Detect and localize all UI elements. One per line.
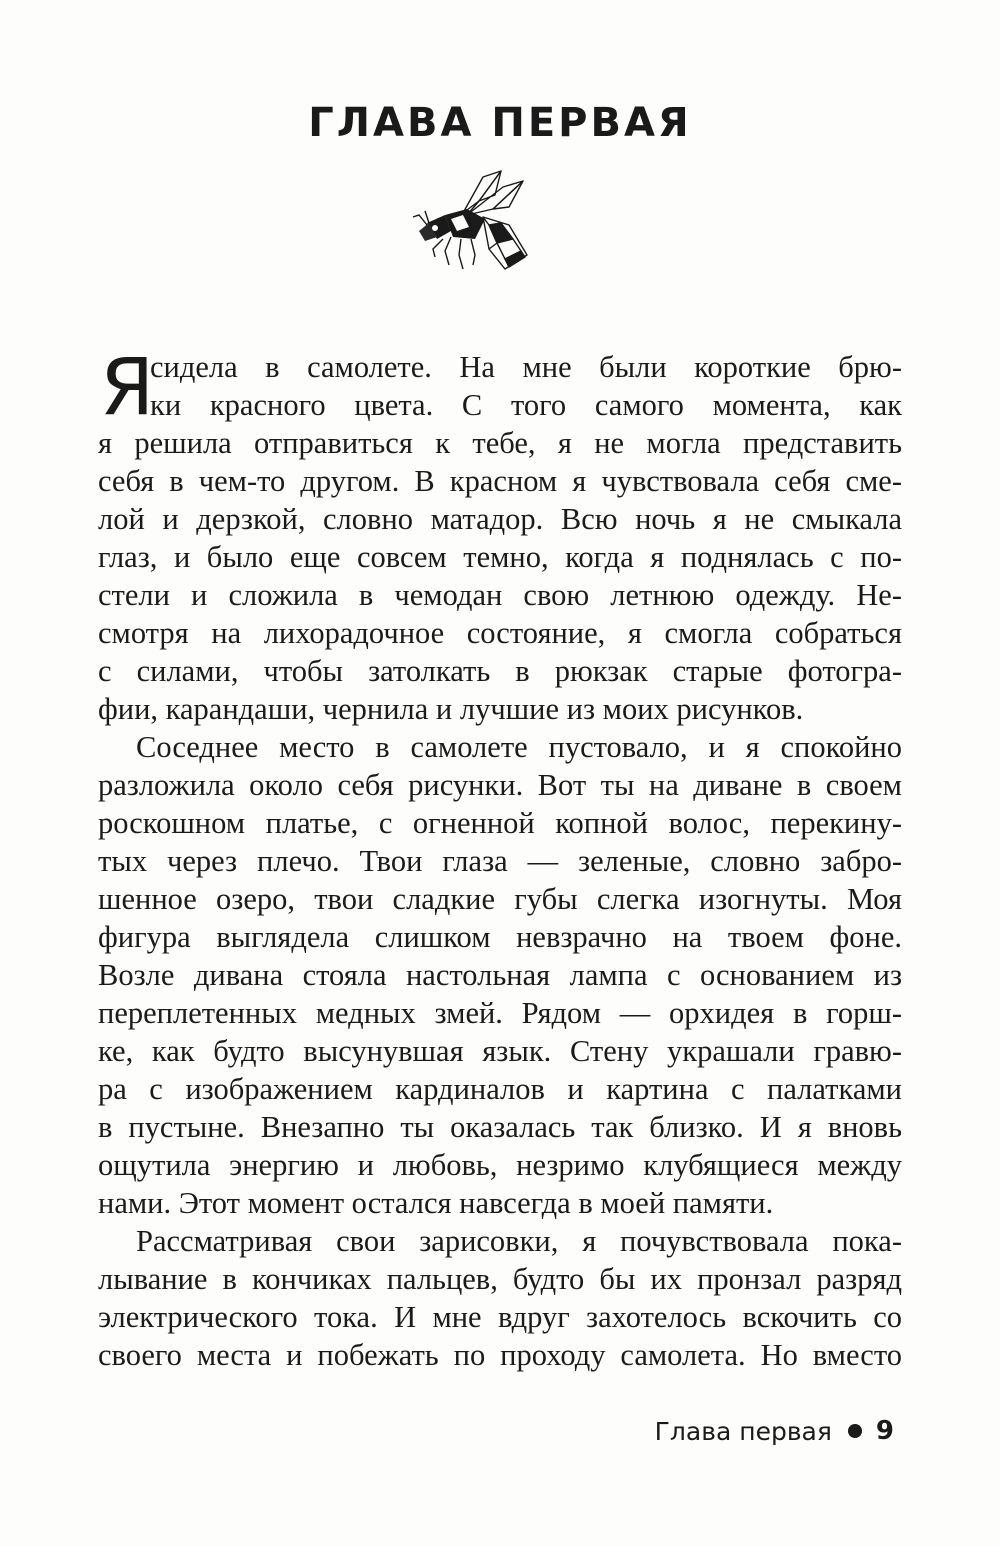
text-line: с силами, чтобы затолкать в рюкзак старые фотогра- [98,654,902,688]
text-line: стели и сложила в чемодан свою летнюю одежду. Не- [98,578,902,612]
drop-cap: Я [100,343,155,433]
text-line: переплетенных медных змей. Рядом — орхидея в горш- [98,996,902,1030]
text-line: глаз, и было еще совсем темно, когда я поднялась с по- [98,540,902,574]
bee-icon [405,165,530,275]
page-number: 9 [875,1416,894,1446]
text-line: Рассматривая свои зарисовки, я почувствовала пока- [136,1224,902,1258]
text-line: ке, как будто высунувшая язык. Стену украшали гравю- [98,1034,902,1068]
text-line: роскошном платье, с огненной копной волос, перекину- [98,806,902,840]
text-line: ра с изображением кардиналов и картина с палатками [98,1072,902,1106]
text-line: лой и дерзкой, словно матадор. Всю ночь я не смыкала [98,502,902,536]
text-line: фигура выглядела слишком невзрачно на твоем фоне. [98,920,902,954]
text-line: я решила отправиться к тебе, я не могла представить [98,426,902,460]
chapter-title: ГЛАВА ПЕРВАЯ [308,100,692,146]
body-text [98,343,902,1374]
text-line: фии, карандаши, чернила и лучшие из моих рисунков. [98,692,804,726]
text-line: смотря на лихорадочное состояние, я смогла собраться [98,616,902,650]
text-line: разложила около себя рисунки. Вот ты на диване в своем [98,768,902,802]
bullet-icon [848,1424,862,1438]
text-line: в пустыне. Внезапно ты оказалась так близко. И я вновь [98,1110,902,1144]
text-line: сидела в самолете. На мне были короткие брю- [150,350,902,384]
text-line: тых через плечо. Твои глаза — зеленые, словно забро- [98,844,902,878]
text-line: ощутила энергию и любовь, незримо клубящиеся между [98,1148,902,1182]
text-line: своего места и побежать по проходу самолета. Но вместо [98,1338,902,1372]
page-footer [655,1416,894,1446]
running-head: Глава первая [654,1416,832,1446]
text-line: шенное озеро, твои сладкие губы слегка изогнуты. Моя [98,882,902,916]
text-line: нами. Этот момент остался навсегда в моей памяти. [98,1186,774,1220]
text-line: лывание в кончиках пальцев, будто бы их пронзал разряд [98,1262,902,1296]
text-line: электрического тока. И мне вдруг захотелось вскочить со [98,1300,902,1334]
text-line: Соседнее место в самолете пустовало, и я спокойно [136,730,902,764]
text-line: себя в чем-то другом. В красном я чувствовала себя сме- [98,464,902,498]
text-line: ки красного цвета. С того самого момента, как [150,388,902,422]
text-line: Возле дивана стояла настольная лампа с основанием из [98,958,902,992]
